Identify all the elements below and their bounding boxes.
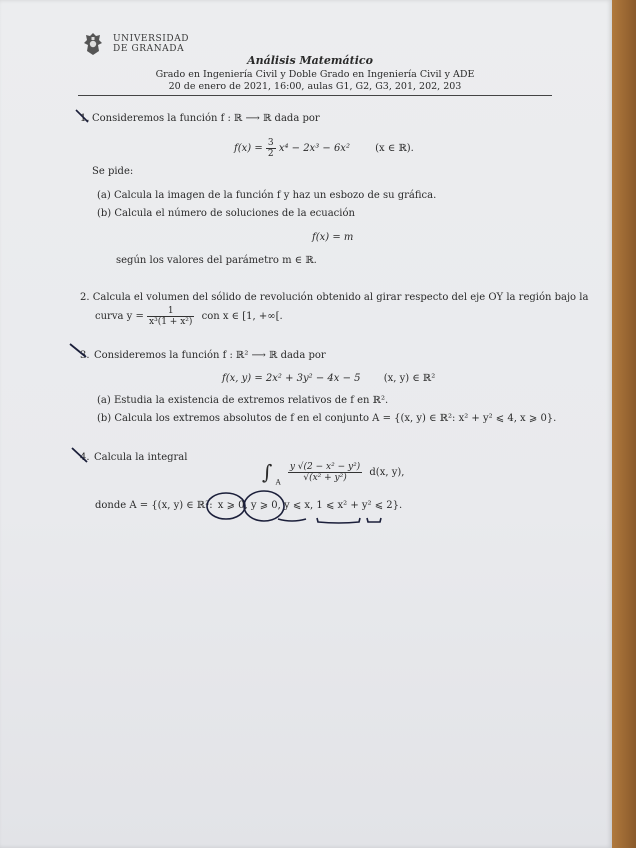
course-title: Análisis Matemático	[247, 54, 373, 67]
q2-line2	[95, 306, 283, 327]
q4-integrand-num: y √(2 − x² − y²)	[289, 461, 361, 472]
q4-cond1: x ⩾ 0,	[217, 500, 248, 511]
q1-formula-domain: (x ∈ ℝ).	[375, 143, 414, 154]
q1-equation: f(x) = m	[312, 232, 354, 243]
q1-number: 1.	[80, 113, 90, 124]
pen-underline-cond3	[276, 512, 312, 531]
q1-formula-fraction	[266, 138, 276, 159]
university-name-line1: UNIVERSIDAD	[113, 34, 190, 44]
q4-integral-sub: A	[275, 478, 281, 487]
q3-formula-domain: (x, y) ∈ ℝ²	[383, 373, 436, 384]
q3-formula: f(x, y) = 2x² + 3y² − 4x − 5	[222, 373, 361, 384]
q2-curve-num: 1	[147, 306, 194, 317]
q4-intro: Calcula la integral	[94, 452, 188, 463]
q4-cond4: 1 ⩽ x² + y² ⩽ 2}.	[316, 500, 403, 511]
q4-integral-tail: d(x, y),	[369, 466, 405, 478]
q3-formula-line	[222, 373, 435, 384]
q2-curve-fraction	[147, 306, 194, 327]
degree-line: Grado en Ingeniería Civil y Doble Grado en Ingeniería Civil y ADE	[155, 69, 475, 80]
q1-formula-den: 2	[267, 149, 274, 159]
q4-integral	[262, 460, 404, 487]
q4-integrand-den: √(x² + y²)	[303, 472, 347, 483]
pen-underline-cond5	[365, 512, 385, 531]
q3-number: 3.	[80, 350, 90, 361]
pen-underline-cond4	[315, 512, 365, 531]
header-rule	[78, 95, 552, 96]
q1-intro: Consideremos la función f : ℝ ⟶ ℝ dada por	[92, 113, 320, 124]
background-wood	[612, 0, 636, 848]
pen-check-mark-q4	[70, 446, 94, 472]
q1-item-b: (b) Calcula el número de soluciones de la ecuación	[97, 208, 355, 219]
q3-intro: Consideremos la función f : ℝ² ⟶ ℝ dada por	[94, 350, 326, 361]
q2-curve-prefix: curva y =	[95, 311, 144, 322]
university-crest-icon	[82, 32, 104, 56]
q3-item-a: (a) Estudia la existencia de extremos relativos de f en ℝ².	[97, 395, 389, 406]
q4-domain-prefix: donde A = {(x, y) ∈ ℝ²:	[95, 500, 213, 511]
q1-formula-num: 3	[267, 138, 274, 148]
q1-formula-rest: x⁴ − 2x³ − 6x²	[278, 143, 350, 154]
q1-item-a: (a) Calcula la imagen de la función f y haz un esbozo de su gráfica.	[97, 190, 437, 201]
q2-curve-suffix: con x ∈ [1, +∞[.	[201, 311, 283, 322]
pen-check-mark-q3	[68, 342, 92, 366]
date-place-line: 20 de enero de 2021, 16:00, aulas G1, G2, G3, 201, 202, 203	[168, 81, 462, 92]
university-name-line2: DE GRANADA	[113, 44, 185, 54]
q1-item-b-tail: según los valores del parámetro m ∈ ℝ.	[116, 255, 317, 266]
q4-cond2: y ⩾ 0,	[250, 500, 281, 511]
q1-se-pide: Se pide:	[92, 166, 134, 177]
q4-integrand	[288, 462, 362, 483]
q1-formula-lhs: f(x) =	[234, 143, 263, 154]
q4-cond3: y ⩽ x,	[284, 500, 314, 511]
q4-number: 4.	[80, 452, 90, 463]
q4-integral-sign: ∫	[262, 460, 273, 484]
pen-check-mark-q1	[74, 108, 94, 132]
q3-item-b: (b) Calcula los extremos absolutos de f en el conjunto A = {(x, y) ∈ ℝ²: x² + y² ⩽ 4, x ⩾ 0}.	[97, 413, 557, 424]
q2-curve-den: x³(1 + x²)	[149, 317, 193, 327]
q2-line1: 2. Calcula el volumen del sólido de revolución obtenido al girar respecto del eje OY la región bajo la	[80, 292, 589, 303]
q1-formula	[234, 138, 414, 159]
